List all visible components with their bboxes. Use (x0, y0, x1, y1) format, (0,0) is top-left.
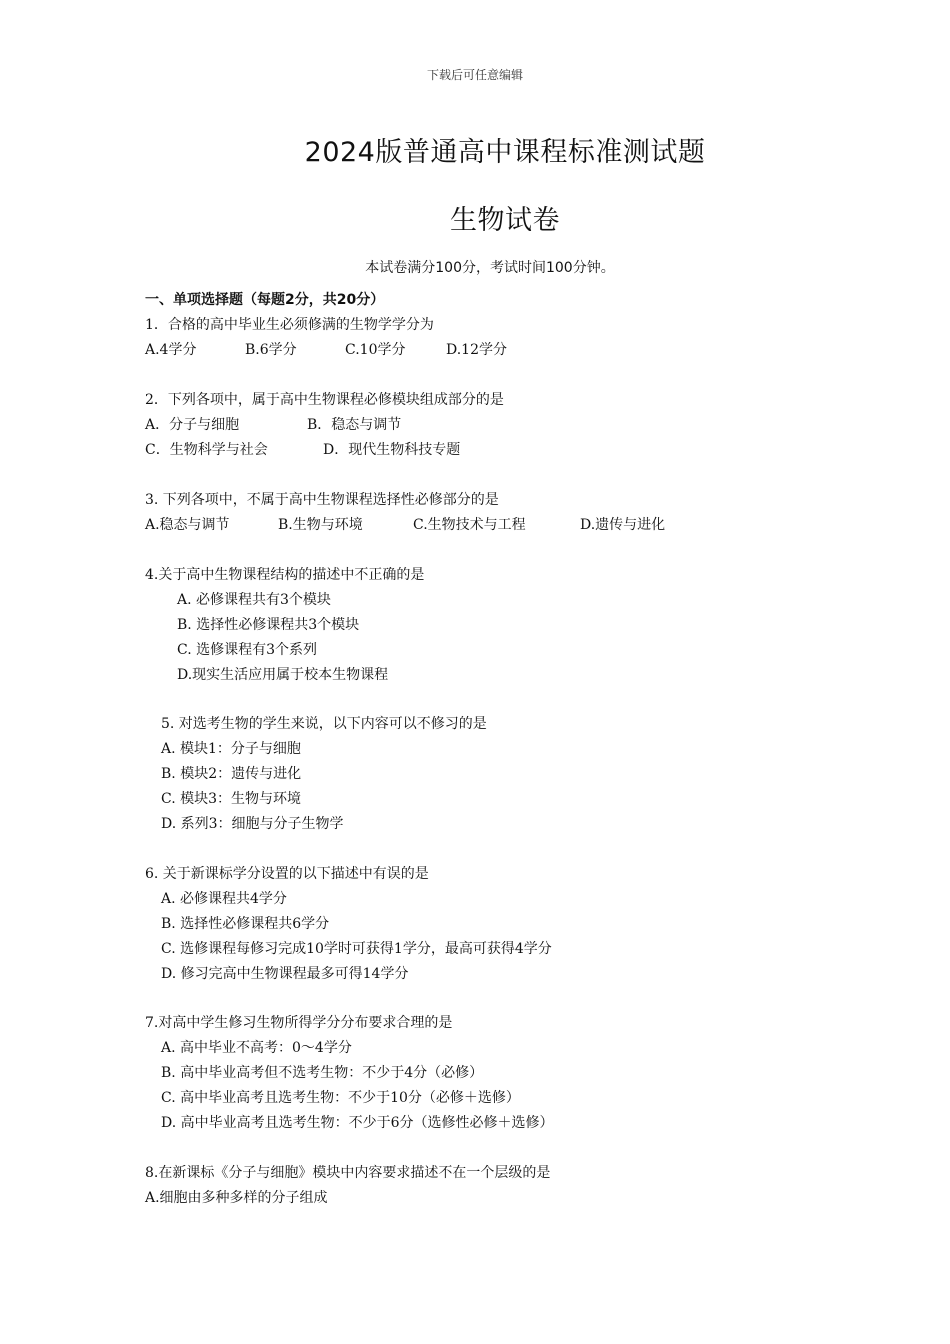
question-4-option-c: C. 选修课程有3个系列 (177, 642, 318, 658)
question-6-option-b: B. 选择性必修课程共6学分 (161, 916, 330, 932)
question-7-option-a: A. 高中毕业不高考：0～4学分 (161, 1040, 352, 1056)
question-7-option-c: C. 高中毕业高考且选考生物：不少于10分（必修＋选修） (161, 1090, 520, 1106)
question-2-stem: 2．下列各项中，属于高中生物课程必修模块组成部分的是 (145, 392, 504, 408)
question-4-stem: 4.关于高中生物课程结构的描述中不正确的是 (145, 567, 425, 583)
question-6-option-c: C. 选修课程每修习完成10学时可获得1学分，最高可获得4学分 (161, 941, 552, 957)
question-6-stem: 6. 关于新课标学分设置的以下描述中有误的是 (145, 866, 429, 882)
question-1-option-a: A.4学分 (145, 342, 197, 358)
question-3-option-c: C.生物技术与工程 (413, 517, 526, 533)
question-1-option-c: C.10学分 (345, 342, 406, 358)
question-6-option-a: A. 必修课程共4学分 (161, 891, 287, 907)
question-2-option-b: B．稳态与调节 (307, 417, 402, 433)
header-note: 下载后可任意编辑 (426, 68, 523, 82)
question-4-option-a: A. 必修课程共有3个模块 (177, 592, 331, 608)
question-5-option-a: A. 模块1：分子与细胞 (161, 741, 301, 757)
question-4-option-d: D.现实生活应用属于校本生物课程 (177, 667, 389, 683)
question-3-option-b: B.生物与环境 (278, 517, 363, 533)
question-7-option-d: D. 高中毕业高考且选考生物：不少于6分（选修性必修＋选修） (161, 1115, 554, 1131)
question-7-option-b: B. 高中毕业高考但不选考生物：不少于4分（必修） (161, 1065, 484, 1081)
question-4-option-b: B. 选择性必修课程共3个模块 (177, 617, 360, 633)
page-title: 2024版普通高中课程标准测试题 (304, 137, 706, 168)
question-2-option-a: A．分子与细胞 (145, 417, 240, 433)
question-5-option-d: D. 系列3：细胞与分子生物学 (161, 816, 344, 832)
question-3-stem: 3. 下列各项中，不属于高中生物课程选择性必修部分的是 (145, 492, 499, 508)
question-5-option-c: C. 模块3：生物与环境 (161, 791, 302, 807)
exam-intro: 本试卷满分100分，考试时间100分钟。 (365, 260, 615, 276)
question-3-option-d: D.遗传与进化 (580, 517, 666, 533)
question-1-option-d: D.12学分 (446, 342, 507, 358)
question-3-option-a: A.稳态与调节 (145, 517, 230, 533)
question-2-option-d: D．现代生物科技专题 (323, 442, 461, 458)
question-2-option-c: C．生物科学与社会 (145, 442, 268, 458)
page-subtitle: 生物试卷 (450, 205, 560, 236)
question-6-option-d: D. 修习完高中生物课程最多可得14学分 (161, 966, 409, 982)
question-1-stem: 1．合格的高中毕业生必须修满的生物学学分为 (145, 317, 434, 333)
question-5-stem: 5. 对选考生物的学生来说，以下内容可以不修习的是 (161, 716, 487, 732)
question-7-stem: 7.对高中学生修习生物所得学分分布要求合理的是 (145, 1015, 453, 1031)
section-heading: 一、单项选择题（每题2分，共20分） (145, 292, 385, 308)
question-8-stem: 8.在新课标《分子与细胞》模块中内容要求描述不在一个层级的是 (145, 1165, 551, 1181)
question-1-option-b: B.6学分 (245, 342, 297, 358)
question-8-option-a: A.细胞由多种多样的分子组成 (145, 1190, 328, 1206)
question-5-option-b: B. 模块2：遗传与进化 (161, 766, 302, 782)
